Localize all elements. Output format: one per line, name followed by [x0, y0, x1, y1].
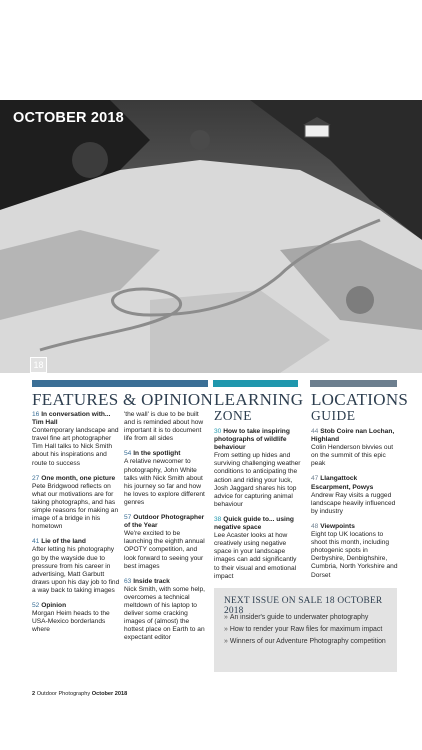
article-48[interactable]: 48 Viewpoints Eight top UK locations to shoot this month, including photogenic spots in Derbyshire, Denbighshire, Cumbria, North Yorkshire and Dorset [311, 522, 398, 579]
cover-page-badge: 18 [30, 357, 47, 373]
learning-heading-line1: LEARNING [214, 390, 304, 409]
features-bar [32, 380, 208, 387]
learning-heading-line2: ZONE [214, 408, 252, 423]
locations-column [311, 428, 398, 587]
article-44[interactable]: 44 Stob Coire nan Lochan, Highland Colin Henderson bivvies out on the summit of this epic peak [311, 428, 395, 468]
footer-issue: October 2018 [91, 691, 128, 697]
next-issue-item: » How to render your Raw files for maximum impact [224, 625, 383, 633]
locations-bar [310, 380, 397, 387]
features-column-1 [32, 411, 120, 641]
issue-month-label: OCTOBER 2018 [13, 110, 124, 126]
article-16[interactable]: 16 In conversation with... Tim Hall Contemporary landscape and travel fine art photographer Tim Hall talks to Nick Smith about his inspirations and route to success [32, 411, 119, 467]
article-27[interactable]: 27 One month, one picture Pete Bridgwood reflects on what our motivations are for taking photographs, and has simple reasons for making an image of a bridge in his hometown [32, 474, 119, 531]
next-issue-box [214, 588, 397, 672]
learning-bar [213, 380, 298, 387]
double-chevron-icon: » [224, 625, 228, 633]
next-issue-title: NEXT ISSUE ON SALE 18 OCTOBER 2018 [224, 596, 383, 616]
article-52-continued: 'the wall' is due to be built and is reminded about how important it is to document life from all sides [124, 411, 204, 443]
article-52[interactable]: 52 Opinion Morgan Heim heads to the USA-Mexico borderlands where [32, 601, 110, 634]
article-47[interactable]: 47 Llangattock Escarpment, Powys Andrew Ray visits a rugged landscape heavily influenced by industry [311, 475, 396, 515]
cover-photo [0, 100, 422, 373]
features-heading: FEATURES & OPINION [32, 390, 214, 409]
article-41[interactable]: 41 Lie of the land After letting his photography go by the wayside due to pressure from his career in advertising, Matt Garbutt draws upon his day job to find a way back to taking images [32, 538, 120, 594]
locations-heading-line2: GUIDE [311, 408, 356, 423]
next-issue-item: » An insider's guide to underwater photography [224, 614, 369, 621]
learning-column [214, 428, 302, 588]
article-30[interactable]: 30 How to take inspiring photographs of wildlife behaviour From setting up hides and surviving challenging weather conditions to anticipating the action and riding your luck, Josh Jaggard shares his top advice for capturing animal behaviour [214, 428, 301, 508]
article-57[interactable]: 57 Outdoor Photographer of the Year We're excited to be launching the eighth annual OPOTY competition, and look forward to seeing your best images [124, 514, 205, 570]
double-chevron-icon: » [224, 614, 228, 621]
locations-heading-line1: LOCATIONS [311, 390, 409, 409]
mountain-road-image [0, 100, 422, 373]
article-38[interactable]: 38 Quick guide to... using negative space Lee Acaster looks at how creatively using negative space in your landscape images can add significantly to their visual and emotional impact [214, 515, 297, 580]
page-footer [32, 691, 127, 697]
article-63[interactable]: 63 Inside track Nick Smith, with some help, overcomes a technical meltdown of his laptop to deliver some cracking images of (almost) the hottest place on Earth to an expectant editor [124, 577, 205, 642]
next-issue-item: » Winners of our Adventure Photography competition [224, 637, 386, 645]
next-issue-list [224, 612, 386, 647]
footer-page-number: 2 [32, 691, 36, 697]
features-column-2 [124, 411, 210, 649]
footer-publication: Outdoor Photography [36, 691, 91, 697]
article-54[interactable]: 54 In the spotlight A relative newcomer to photography, John White talks with Nick Smith about his journey so far and how he loves to explore different genres [124, 450, 205, 506]
double-chevron-icon: » [224, 637, 228, 645]
